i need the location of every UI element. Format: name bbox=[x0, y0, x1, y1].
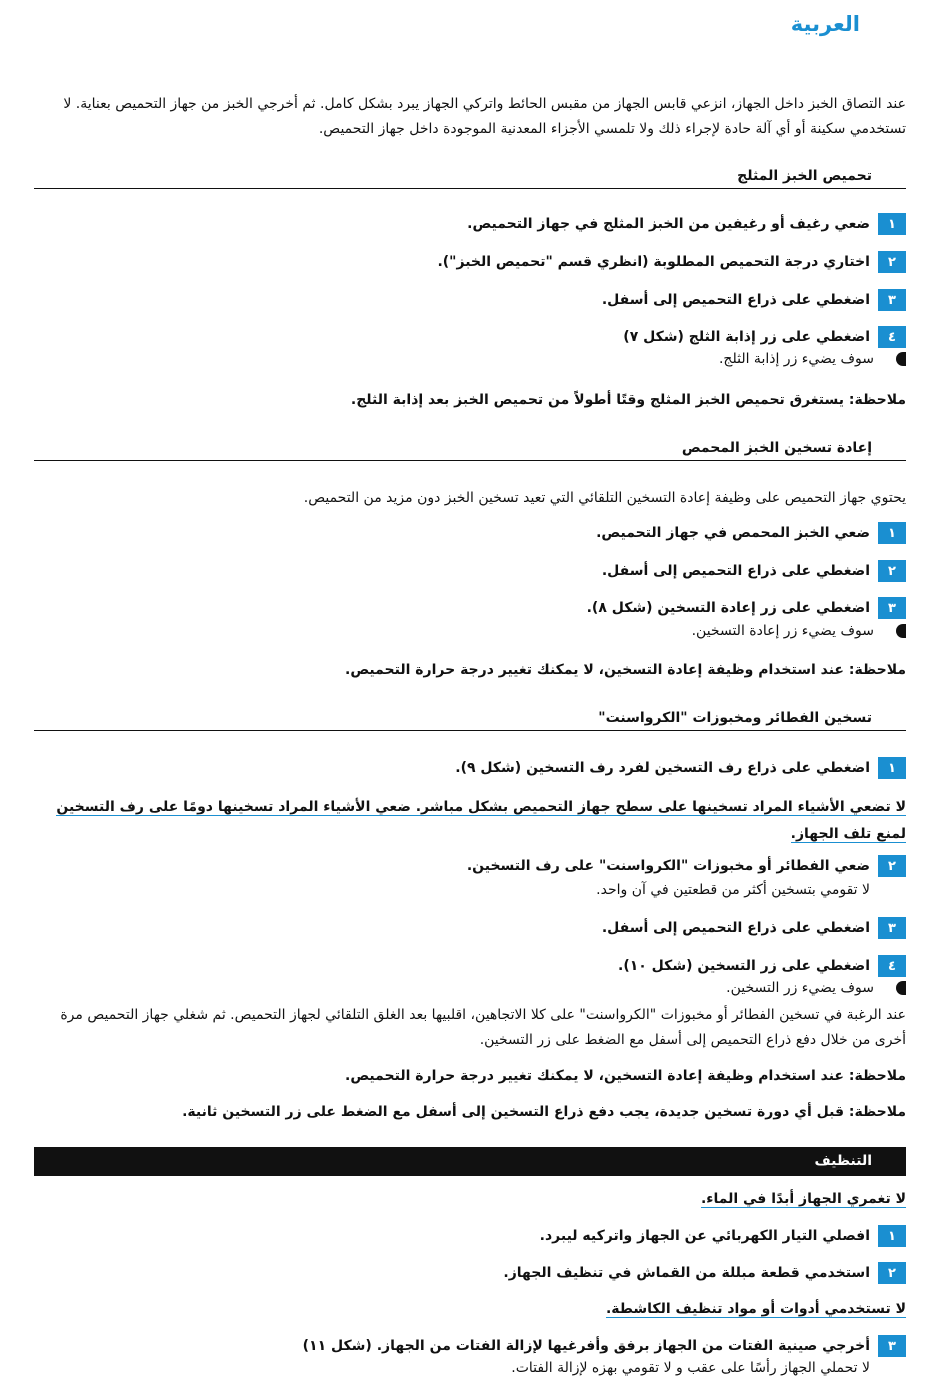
croissant-warning bbox=[40, 794, 906, 848]
cleaning-step-3 bbox=[40, 1335, 906, 1357]
cleaning-step-3-extra: لا تحملي الجهاز رأسًا على عقب و لا تقومي بهزه لإزالة الفتات. bbox=[511, 1360, 870, 1376]
frozen-step-3 bbox=[40, 289, 906, 311]
step-text: اضغطي على ذراع التحميص إلى أسفل. bbox=[601, 292, 870, 308]
step-text: اضغطي على ذراع التحميص إلى أسفل. bbox=[601, 920, 870, 936]
step-number-badge: ٣ bbox=[878, 289, 906, 311]
step-number-badge: ٤ bbox=[878, 955, 906, 977]
croissant-step-3 bbox=[40, 917, 906, 939]
cleaning-warning-2 bbox=[40, 1296, 906, 1323]
step-number-badge: ٢ bbox=[878, 251, 906, 273]
frozen-note: ملاحظة: يستغرق تحميص الخبز المثلج وقتًا أطولاً من تحميص الخبز بعد إذابة الثلج. bbox=[350, 392, 906, 408]
croissant-step-1 bbox=[40, 757, 906, 779]
reheat-intro: يحتوي جهاز التحميص على وظيفة إعادة التسخين التلقائي التي تعيد تسخين الخبز دون مزيد من التحميص. bbox=[303, 490, 906, 506]
reheat-result-bullet bbox=[692, 623, 906, 639]
step-text: اضغطي على زر إذابة الثلج (شكل ٧) bbox=[623, 329, 870, 345]
step-text: اضغطي على زر إعادة التسخين (شكل ٨). bbox=[586, 600, 870, 616]
cleaning-step-2 bbox=[40, 1262, 906, 1284]
language-title: العربية bbox=[790, 12, 860, 36]
step-number-badge: ١ bbox=[878, 1225, 906, 1247]
frozen-result-bullet bbox=[719, 351, 906, 367]
step-text: ضعي الخبز المحمص في جهاز التحميص. bbox=[596, 525, 870, 541]
bullet-icon bbox=[896, 352, 906, 366]
section-heading-reheat: إعادة تسخين الخبز المحمص bbox=[34, 440, 906, 461]
step-text: افصلي التيار الكهربائي عن الجهاز واتركيه ليبرد. bbox=[539, 1228, 870, 1244]
bullet-text: سوف يضيء زر إذابة الثلج. bbox=[718, 351, 874, 367]
reheat-note: ملاحظة: عند استخدام وظيفة إعادة التسخين، لا يمكنك تغيير درجة حرارة التحميص. bbox=[345, 662, 906, 678]
cleaning-step-1 bbox=[40, 1225, 906, 1247]
croissant-note-1: ملاحظة: عند استخدام وظيفة إعادة التسخين، لا يمكنك تغيير درجة حرارة التحميص. bbox=[345, 1068, 906, 1084]
reheat-step-3 bbox=[40, 597, 906, 619]
intro-paragraph: عند التصاق الخبز داخل الجهاز، انزعي قابس الجهاز من مقبس الحائط واتركي الجهاز يبرد بشكل كامل. ثم أخرجي الخبز من جهاز التحميص بعناية. لا تستخدمي سكينة أو أي آلة حادة لإجراء ذلك ولا تلمسي الأجزاء المعدنية الموجودة داخل جهاز التحميص. bbox=[63, 96, 906, 137]
step-number-badge: ١ bbox=[878, 213, 906, 235]
step-number-badge: ٣ bbox=[878, 597, 906, 619]
step-text: أخرجي صينية الفتات من الجهاز برفق وأفرغيها لإزالة الفتات من الجهاز. (شكل ١١) bbox=[302, 1338, 870, 1354]
step-number-badge: ١ bbox=[878, 522, 906, 544]
section-heading-cleaning: التنظيف bbox=[34, 1147, 906, 1176]
step-number-badge: ٣ bbox=[878, 917, 906, 939]
bullet-icon bbox=[896, 981, 906, 995]
croissant-result-bullet bbox=[726, 980, 906, 996]
cleaning-warning-1 bbox=[40, 1186, 906, 1213]
step-text: اضغطي على ذراع التحميص إلى أسفل. bbox=[601, 563, 870, 579]
step-number-badge: ١ bbox=[878, 757, 906, 779]
croissant-step-2 bbox=[40, 855, 906, 877]
step-text: اختاري درجة التحميص المطلوبة (انظري قسم "تحميص الخبز"). bbox=[437, 254, 870, 270]
step-text: ضعي الفطائر أو مخبوزات "الكرواسنت" على رف التسخين. bbox=[466, 858, 870, 874]
step-text: استخدمي قطعة مبللة من القماش في تنظيف الجهاز. bbox=[503, 1265, 870, 1281]
frozen-step-4 bbox=[40, 326, 906, 348]
section-heading-frozen: تحميص الخبز المثلج bbox=[34, 168, 906, 189]
step-text: اضغطي على ذراع رف التسخين لفرد رف التسخين (شكل ٩). bbox=[455, 760, 870, 776]
bullet-text: سوف يضيء زر التسخين. bbox=[726, 980, 874, 996]
step-number-badge: ٢ bbox=[878, 1262, 906, 1284]
croissant-flip-instructions: عند الرغبة في تسخين الفطائر أو مخبوزات "الكرواسنت" على كلا الاتجاهين، اقلبيها بعد الغلق التلقائي لجهاز التحميص. ثم شغلي جهاز التحميص مرة أخرى من خلال دفع ذراع التحميص إلى أسفل مع الضغط على زر التسخين. bbox=[60, 1007, 906, 1048]
frozen-step-2 bbox=[40, 251, 906, 273]
step-number-badge: ٢ bbox=[878, 560, 906, 582]
croissant-note-2: ملاحظة: قبل أي دورة تسخين جديدة، يجب دفع ذراع التسخين إلى أسفل مع الضغط على زر التسخين ثانية. bbox=[182, 1104, 906, 1120]
warning-text: لا تستخدمي أدوات أو مواد تنظيف الكاشطة. bbox=[605, 1301, 906, 1317]
step-number-badge: ٢ bbox=[878, 855, 906, 877]
reheat-step-2 bbox=[40, 560, 906, 582]
frozen-step-1 bbox=[40, 213, 906, 235]
croissant-step-4 bbox=[40, 955, 906, 977]
section-heading-croissant: تسخين الفطائر ومخبوزات "الكرواسنت" bbox=[34, 710, 906, 731]
warning-text: لا تضعي الأشياء المراد تسخينها على سطح جهاز التحميص بشكل مباشر. ضعي الأشياء المراد تسخينها دومًا على رف التسخين لمنع تلف الجهاز. bbox=[56, 799, 906, 842]
warning-text: لا تغمري الجهاز أبدًا في الماء. bbox=[700, 1191, 906, 1207]
reheat-step-1 bbox=[40, 522, 906, 544]
croissant-step-2-extra: لا تقومي بتسخين أكثر من قطعتين في آن واحد. bbox=[596, 882, 870, 898]
bullet-icon bbox=[896, 624, 906, 638]
step-text: ضعي رغيف أو رغيفين من الخبز المثلج في جهاز التحميص. bbox=[467, 216, 870, 232]
bullet-text: سوف يضيء زر إعادة التسخين. bbox=[691, 623, 874, 639]
step-number-badge: ٤ bbox=[878, 326, 906, 348]
step-text: اضغطي على زر التسخين (شكل ١٠). bbox=[618, 958, 870, 974]
step-number-badge: ٣ bbox=[878, 1335, 906, 1357]
